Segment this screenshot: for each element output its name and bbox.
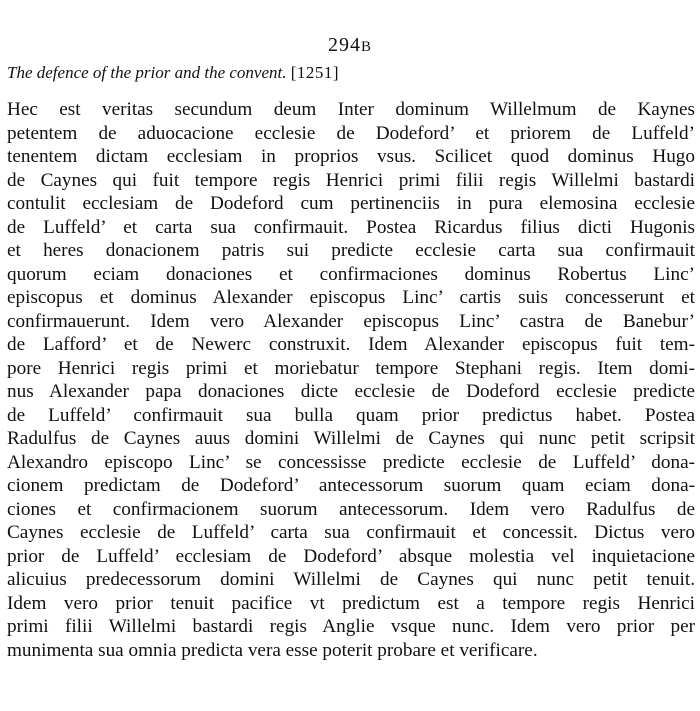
document-number [0,33,700,59]
body-line: contulit ecclesiam de Dodeford cum pertinenciis in pura elemosina ecclesie [7,193,695,214]
body-line: Hec est veritas secundum deum Inter dominum Willelmum de Kaynes [7,99,695,120]
heading-title: The defence of the prior and the convent. [7,63,287,82]
document-number-main: 294 [327,34,361,56]
document-body [7,98,695,662]
body-line: episcopus et dominus Alexander episcopus Linc’ cartis suis concesserunt et [7,287,695,308]
body-line: petentem de aduocacione ecclesie de Dodeford’ et priorem de Luffeld’ [7,122,695,144]
body-line: de Luffeld’ et carta sua confirmauit. Postea Ricardus filius dicti Hugonis [7,216,695,238]
body-line: Idem vero prior tenuit pacifice vt predictum est a tempore regis Henrici [7,592,695,614]
body-line: confirmauerunt. Idem vero Alexander episcopus Linc’ castra de Banebur’ [7,310,695,332]
document-number-suffix: B [360,39,372,55]
body-line: de Lafford’ et de Newerc construxit. Idem Alexander episcopus fuit tem- [7,334,695,355]
body-line: de Luffeld’ confirmauit sua bulla quam prior predictus habet. Postea [7,404,695,426]
body-line: quorum eciam donaciones et confirmaciones dominus Robertus Linc’ [7,263,695,285]
body-line: alicuius predecessorum domini Willelmi de Caynes qui nunc petit tenuit. [7,569,695,590]
body-line: pore Henrici regis primi et moriebatur tempore Stephani regis. Item domi- [7,357,695,379]
body-line: munimenta sua omnia predicta vera esse poterit probare et verificare. [7,639,538,661]
body-line: ciones et confirmacionem suorum antecessorum. Idem vero Radulfus de [7,498,695,520]
body-line: de Caynes qui fuit tempore regis Henrici primi filii regis Willelmi bastardi [7,169,695,191]
body-line: cionem predictam de Dodeford’ antecessorum suorum quam eciam dona- [7,475,695,496]
body-line: prior de Luffeld’ ecclesiam de Dodeford’ absque molestia vel inquietacione [7,545,695,567]
heading-date: [1251] [290,63,340,82]
document-heading [7,62,693,84]
body-line: Alexandro episcopo Linc’ se concessisse predicte ecclesie de Luffeld’ dona- [7,451,695,473]
body-line: Caynes ecclesie de Luffeld’ carta sua confirmauit et concessit. Dictus vero [7,522,695,543]
body-line: Radulfus de Caynes auus domini Willelmi de Caynes qui nunc petit scripsit [7,428,695,449]
body-line: primi filii Willelmi bastardi regis Anglie vsque nunc. Idem vero prior per [7,616,695,637]
body-line: et heres donacionem patris sui predicte ecclesie carta sua confirmauit [7,240,695,261]
body-line: nus Alexander papa donaciones dicte ecclesie de Dodeford ecclesie predicte [7,381,695,402]
body-line: tenentem dictam ecclesiam in proprios vsus. Scilicet quod dominus Hugo [7,146,695,167]
